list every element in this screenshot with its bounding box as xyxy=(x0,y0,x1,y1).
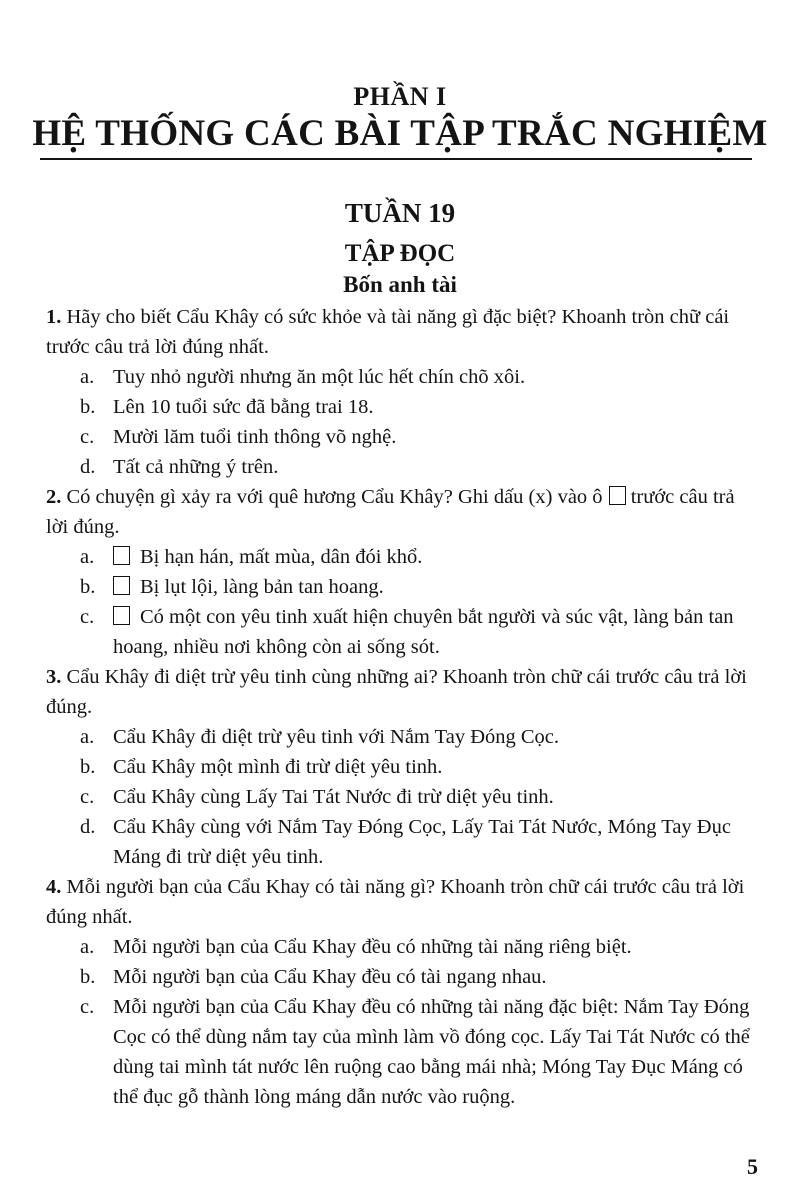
option-list xyxy=(80,542,758,662)
question-number: 2. xyxy=(46,486,62,508)
title-underline xyxy=(40,158,752,160)
question-4 xyxy=(46,872,758,1112)
lesson-title: Bốn anh tài xyxy=(343,272,457,297)
option-b[interactable] xyxy=(80,392,758,422)
part-title: HỆ THỐNG CÁC BÀI TẬP TRẮC NGHIỆM xyxy=(32,113,768,154)
option-c[interactable] xyxy=(80,992,758,1112)
question-stem: Mỗi người bạn của Cẩu Khay có tài năng gì? Khoanh tròn chữ cái trước câu trả lời đúng nhất. xyxy=(46,876,745,928)
option-a xyxy=(80,542,758,572)
question-text xyxy=(46,302,758,362)
option-text: Bị hạn hán, mất mùa, dân đói khổ. xyxy=(140,546,423,568)
option-label: b. xyxy=(80,756,96,778)
option-text: Có một con yêu tinh xuất hiện chuyên bắt người và súc vật, làng bản tan hoang, nhiều nơi không còn ai sống sót. xyxy=(113,606,734,658)
answer-checkbox[interactable] xyxy=(113,546,130,565)
question-3 xyxy=(46,662,758,872)
question-stem: Có chuyện gì xảy ra với quê hương Cẩu Khây? Ghi dấu (x) vào ô xyxy=(66,486,603,508)
option-label: b. xyxy=(80,576,96,598)
example-checkbox-icon xyxy=(609,486,626,505)
option-text: Cẩu Khây cùng Lấy Tai Tát Nước đi trừ diệt yêu tinh. xyxy=(113,786,554,808)
option-text: Mỗi người bạn của Cẩu Khay đều có những tài năng riêng biệt. xyxy=(113,936,632,958)
option-b[interactable] xyxy=(80,752,758,782)
question-stem: Hãy cho biết Cẩu Khây có sức khỏe và tài năng gì đặc biệt? Khoanh tròn chữ cái trước câu trả lời đúng nhất. xyxy=(46,306,730,358)
option-list xyxy=(80,932,758,1112)
option-b xyxy=(80,572,758,602)
option-d[interactable] xyxy=(80,452,758,482)
option-b[interactable] xyxy=(80,962,758,992)
option-label: a. xyxy=(80,936,95,958)
option-d[interactable] xyxy=(80,812,758,872)
option-label: b. xyxy=(80,396,96,418)
option-c[interactable] xyxy=(80,422,758,452)
option-list xyxy=(80,722,758,872)
question-stem-continued: trước câu trả lời đúng. xyxy=(46,486,735,538)
option-label: c. xyxy=(80,996,95,1018)
option-text: Cẩu Khây cùng với Nắm Tay Đóng Cọc, Lấy Tai Tát Nước, Móng Tay Đục Máng đi trừ diệt yêu tinh. xyxy=(113,816,731,868)
question-text xyxy=(46,662,758,722)
question-number: 1. xyxy=(46,306,62,328)
question-text xyxy=(46,872,758,932)
week-heading: TUẦN 19 xyxy=(344,198,456,228)
option-label: a. xyxy=(80,366,95,388)
answer-checkbox[interactable] xyxy=(113,606,130,625)
question-text xyxy=(46,482,758,542)
question-1 xyxy=(46,302,758,482)
option-a[interactable] xyxy=(80,362,758,392)
option-text: Mỗi người bạn của Cẩu Khay đều có những tài năng đặc biệt: Nắm Tay Đóng Cọc có thể dùng nắm tay của mình làm vồ đóng cọc. Lấy Tai Tát Nước có thể dùng tai mình tát nước lên ruộng cao bằng mái nhà; Móng Tay Đục Máng có thể đục gỗ thành lòng máng dẫn nước vào ruộng. xyxy=(113,996,750,1108)
option-label: a. xyxy=(80,726,95,748)
option-label: c. xyxy=(80,786,95,808)
answer-checkbox[interactable] xyxy=(113,576,130,595)
option-label: b. xyxy=(80,966,96,988)
option-label: d. xyxy=(80,456,96,478)
option-text: Cẩu Khây một mình đi trừ diệt yêu tinh. xyxy=(113,756,443,778)
option-text: Tất cả những ý trên. xyxy=(113,456,279,478)
option-text: Mỗi người bạn của Cẩu Khay đều có tài ngang nhau. xyxy=(113,966,547,988)
option-text: Bị lụt lội, làng bản tan hoang. xyxy=(140,576,384,598)
option-text: Cẩu Khây đi diệt trừ yêu tinh với Nắm Tay Đóng Cọc. xyxy=(113,726,560,748)
section-heading: TẬP ĐỌC xyxy=(344,240,456,267)
option-label: a. xyxy=(80,546,95,568)
page-number: 5 xyxy=(747,1154,758,1179)
question-stem: Cẩu Khây đi diệt trừ yêu tinh cùng những ai? Khoanh tròn chữ cái trước câu trả lời đúng. xyxy=(46,666,747,718)
question-2 xyxy=(46,482,758,662)
option-c[interactable] xyxy=(80,782,758,812)
question-number: 4. xyxy=(46,876,62,898)
option-label: d. xyxy=(80,816,96,838)
option-c xyxy=(80,602,758,662)
option-text: Lên 10 tuổi sức đã bằng trai 18. xyxy=(113,396,374,418)
option-a[interactable] xyxy=(80,722,758,752)
option-label: c. xyxy=(80,426,95,448)
question-list xyxy=(46,302,758,1112)
option-a[interactable] xyxy=(80,932,758,962)
part-label: PHẦN I xyxy=(353,82,447,111)
question-number: 3. xyxy=(46,666,62,688)
option-label: c. xyxy=(80,606,95,628)
option-text: Tuy nhỏ người nhưng ăn một lúc hết chín chõ xôi. xyxy=(113,366,526,388)
option-text: Mười lăm tuổi tinh thông võ nghệ. xyxy=(113,426,397,448)
option-list xyxy=(80,362,758,482)
